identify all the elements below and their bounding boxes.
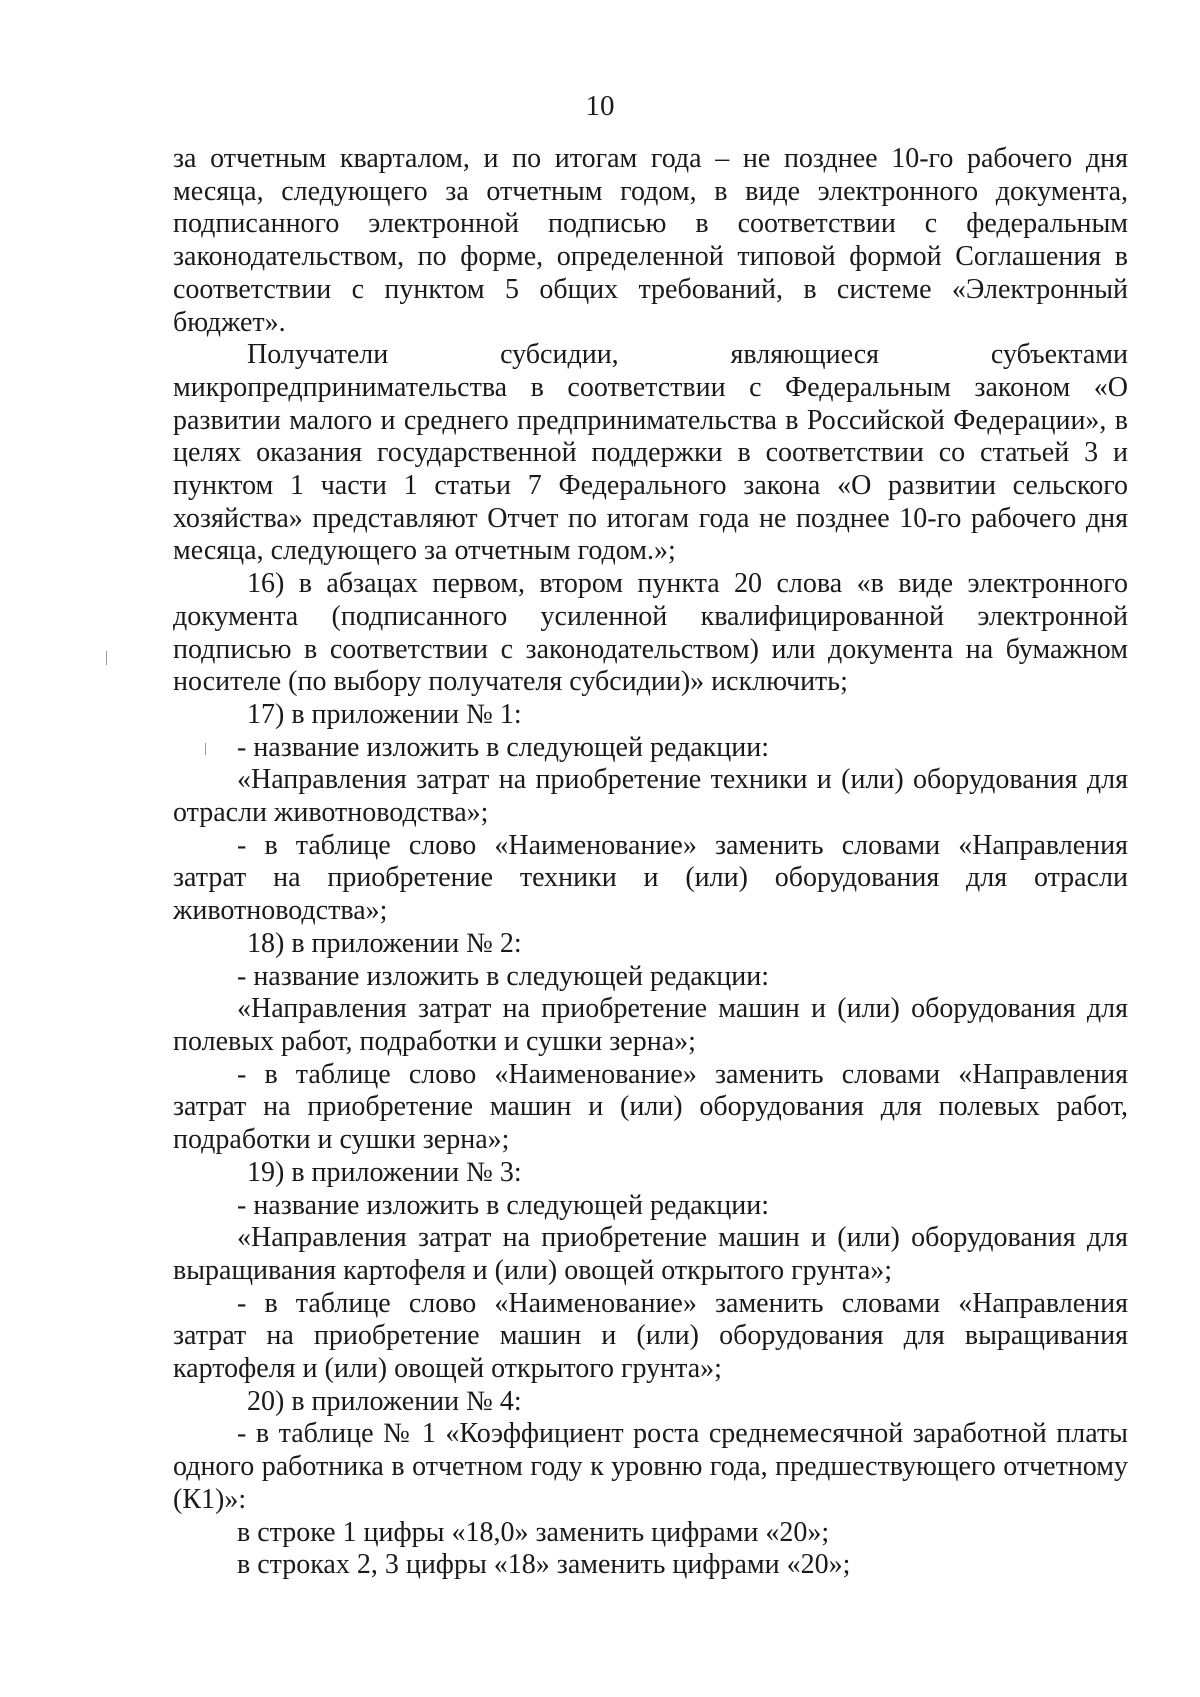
paragraph-item-19: 19) в приложении № 3: — [247, 1156, 522, 1188]
paragraph-title-change-1: - название изложить в следующей редакции: — [237, 731, 770, 763]
paragraph-row-1-change: в строке 1 цифры «18,0» заменить цифрами «20»; — [237, 1516, 830, 1548]
paragraph-reporting-deadline: за отчетным кварталом, и по итогам года – не позднее 10-го рабочего дня месяца, следующего за отчетным годом, в виде электронного документа, подписанного электронной подписью в соответствии с федеральным законодательством, по форме, определенной типовой формой Соглашения в соответствии с пунктом 5 общих требований, в системе «Электронный бюджет». — [173, 143, 1128, 338]
scan-artifact — [106, 651, 107, 665]
paragraph-title-text-3: «Направления затрат на приобретение машин и (или) оборудования для выращивания картофеля и (или) овощей открытого грунта»; — [173, 1222, 1128, 1286]
paragraph-title-text-1: «Направления затрат на приобретение техники и (или) оборудования для отрасли животноводства»; — [173, 764, 1128, 829]
paragraph-title-change-3: - название изложить в следующей редакции: — [237, 1189, 770, 1221]
paragraph-item-18: 18) в приложении № 2: — [247, 927, 522, 959]
paragraph-table-change-2: - в таблице слово «Наименование» заменить словами «Направления затрат на приобретение машин и (или) оборудования для полевых работ, подработки и сушки зерна»; — [173, 1058, 1128, 1156]
scan-artifact — [205, 743, 206, 755]
document-body — [173, 143, 1128, 1582]
paragraph-table-k1: - в таблице № 1 «Коэффициент роста среднемесячной заработной платы одного работника в отчетном году к уровню года, предшествующего отчетному (К1)»: — [173, 1418, 1128, 1515]
paragraph-item-20: 20) в приложении № 4: — [247, 1385, 522, 1417]
paragraph-rows-2-3-change: в строках 2, 3 цифры «18» заменить цифрами «20»; — [237, 1549, 851, 1581]
paragraph-item-16: 16) в абзацах первом, втором пункта 20 слова «в виде электронного документа (подписанного усиленной квалифицированной электронной подписью в соответствии с законодательством) или документа на бумажном носителе (по выбору получателя субсидии)» исключить; — [173, 568, 1128, 698]
paragraph-table-change-3: - в таблице слово «Наименование» заменить словами «Направления затрат на приобретение машин и (или) оборудования для выращивания картофеля и (или) овощей открытого грунта»; — [173, 1287, 1128, 1385]
paragraph-table-change-1: - в таблице слово «Наименование» заменить словами «Направления затрат на приобретение техники и (или) оборудования для отрасли животноводства»; — [173, 829, 1128, 927]
paragraph-title-change-2: - название изложить в следующей редакции: — [237, 960, 770, 992]
page-number: 10 — [585, 90, 615, 122]
paragraph-title-text-2: «Направления затрат на приобретение машин и (или) оборудования для полевых работ, подработки и сушки зерна»; — [173, 993, 1128, 1057]
paragraph-item-17: 17) в приложении № 1: — [247, 698, 522, 730]
paragraph-micro-enterprise: Получатели субсидии, являющиеся субъектами микропредпринимательства в соответствии с Федеральным законом «О развитии малого и среднего предпринимательства в Российской Федерации», в целях оказания государственной поддержки в соответствии со статьей 3 и пунктом 1 части 1 статьи 7 Федерального закона «О развитии сельского хозяйства» представляют Отчет по итогам года не позднее 10-го рабочего дня месяца, следующего за отчетным годом.»; — [173, 339, 1128, 567]
